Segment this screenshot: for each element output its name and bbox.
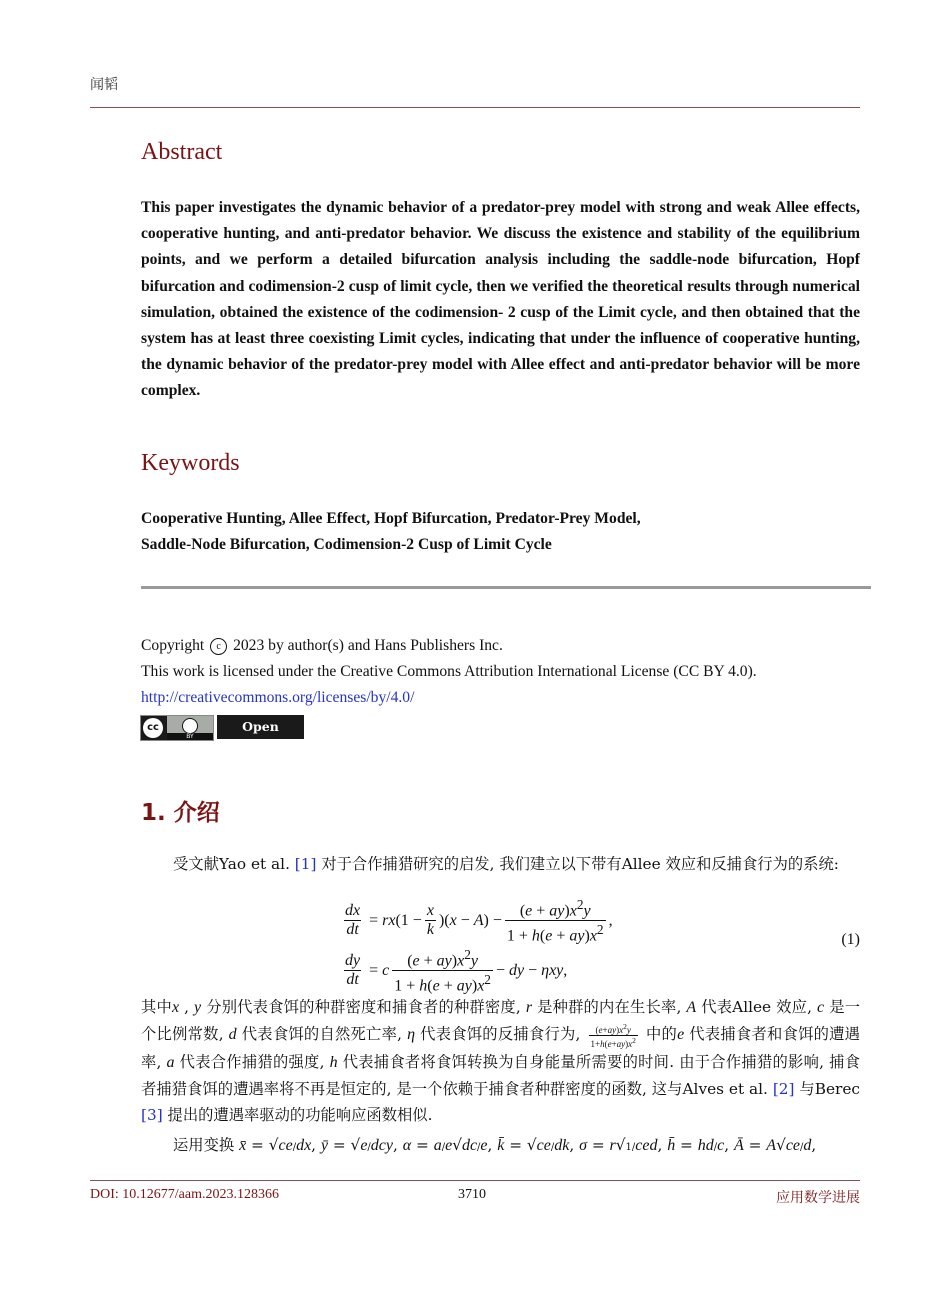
attribution-person-icon	[182, 718, 198, 734]
intro-paragraph-1	[141, 851, 860, 877]
equation-1	[340, 896, 860, 995]
footer-doi[interactable]: DOI: 10.12677/aam.2023.128366	[90, 1187, 279, 1202]
equation-row-1: $\frac{dx}{dt}$ = rx(1 − $\frac{x}{k}$ )(x − A) − $\frac{(e + ay)x^2y}{1 + h(e + ay)x^2}$ ,	[345, 897, 613, 945]
copyright-prefix: Copyright	[141, 637, 205, 654]
citation-3[interactable]: [3]	[141, 1105, 163, 1124]
transform-intro-text: 运用变换	[173, 1136, 235, 1154]
abstract-heading: Abstract	[141, 139, 223, 165]
cc-by-badge[interactable]	[140, 715, 214, 741]
keywords-text	[141, 506, 860, 558]
equation-number: (1)	[841, 931, 860, 948]
abstract-text: This paper investigates the dynamic behavior of a predator-prey model with strong and weak Allee effects, cooperative hunting, and anti-predator behavior. We discuss the existence and stability of the equilibrium points, and we perform a detailed bifurcation analysis including the saddle-node bifurcation, Hopf bifurcation and codimension-2 cusp of limit cycle, then we verified the theoretical results through numerical simulation, obtained the existence of the codimension- 2 cusp of the Limit cycle, and then obtained that the system has at least three coexisting Limit cycles, indicating that under the influence of cooperative hunting, the dynamic behavior of the predator-prey model with Allee effect and anti-predator behavior will be more complex.	[141, 199, 860, 400]
by-panel	[167, 716, 213, 740]
citation-2[interactable]: [2]	[772, 1079, 795, 1098]
running-head: 闻韬	[90, 78, 118, 93]
section-divider	[141, 586, 871, 589]
footer-page-number: 3710	[458, 1187, 486, 1202]
copyright-suffix: 2023 by author(s) and Hans Publishers Inc.	[233, 637, 503, 654]
header-rule	[90, 107, 860, 108]
by-label: BY	[167, 733, 213, 740]
footer-journal: 应用数学进展	[776, 1191, 860, 1206]
copyright-icon: c	[210, 638, 227, 655]
intro-p1-text-a: 受文献Yao et al.	[173, 855, 295, 873]
copyright-line	[141, 633, 871, 659]
equation-row-2: $\frac{dy}{dt}$ = c $\frac{(e + ay)x^2y}{1 + h(e + ay)x^2}$ − dy − ηxy,	[345, 947, 568, 995]
keywords-line-2: Saddle-Node Bifurcation, Codimension-2 Cusp of Limit Cycle	[141, 536, 552, 554]
cc-icon: cc	[143, 718, 163, 738]
copyright-block	[141, 633, 871, 711]
license-text: This work is licensed under the Creative Commons Attribution International License (CC BY 4.0).	[141, 663, 757, 680]
keywords-heading: Keywords	[141, 450, 240, 476]
intro-p1-text-b: 对于合作捕猎研究的启发, 我们建立以下带有Allee 效应和反捕食行为的系统:	[316, 855, 839, 873]
footer-rule	[90, 1180, 860, 1181]
transform-line: 运用变换 x̄ = √ce/dx, ȳ = √e/dcy, α = a/e√dc/e, k̄ = √ce/dk, σ = r√1/ced, h̄ = hd/c, Ā = A√ce/d,	[141, 1133, 860, 1155]
open-access-badge[interactable]: Open Access	[217, 715, 304, 739]
keywords-line-1: Cooperative Hunting, Allee Effect, Hopf Bifurcation, Predator-Prey Model,	[141, 510, 641, 527]
citation-1[interactable]: [1]	[294, 855, 317, 873]
intro-heading: 1. 介绍	[141, 800, 220, 826]
intro-paragraph-2: 其中x , y 分别代表食饵的种群密度和捕食者的种群密度, r 是种群的内在生长率, A 代表Allee 效应, c 是一个比例常数, d 代表食饵的自然死亡率, η 代表食饵的反捕食行为, $\frac{(e+ay)x^2y}{1+h(e+ay)x^2}$ 中的e 代表捕食者和食饵的遭遇率, a 代表合作捕猎的强度, h 代表捕食者将食饵转换为自身能量所需要的时间. 由于合作捕猎的影响, 捕食者捕猎食饵的遭遇率将不再是恒定的, 是一个依赖于捕食者种群密度的函数, 这与Alves et al. [2] 与Berec [3] 提出的遭遇率驱动的功能响应函数相似.	[141, 998, 860, 1124]
license-link[interactable]: http://creativecommons.org/licenses/by/4.0/	[141, 689, 415, 706]
